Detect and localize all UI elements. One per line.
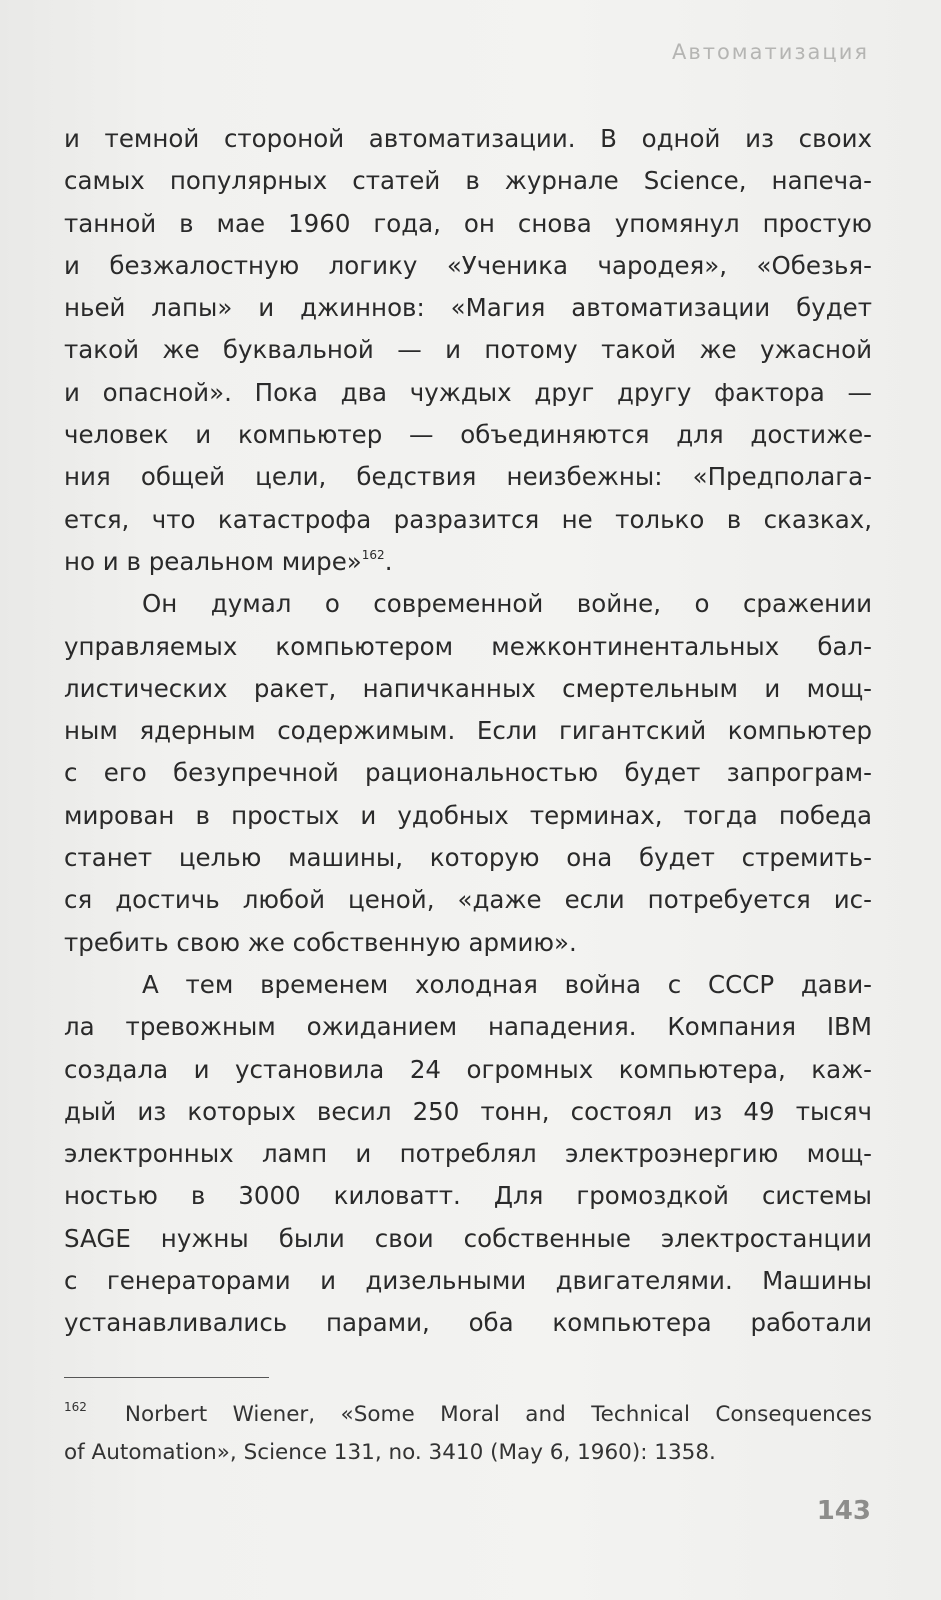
text-line: создала и установила 24 огромных компьютера, каж- — [64, 1054, 872, 1084]
text-line: но и в реальном мире» — [64, 546, 362, 576]
text-line: ния общей цели, бедствия неизбежны: «Предполага- — [64, 462, 872, 492]
text-line: и безжалостную логику «Ученика чародея», «Обезья- — [64, 250, 872, 280]
text-line: SAGE нужны были свои собственные электростанции — [64, 1223, 872, 1253]
footnote-number: 162 — [64, 1400, 87, 1414]
footnote-reference[interactable]: 162 — [361, 547, 385, 562]
text-line-with-footnote — [64, 541, 872, 583]
text-line: дый из которых весил 250 тонн, состоял из 49 тысяч — [64, 1096, 872, 1126]
footnote-divider — [64, 1377, 269, 1378]
text-line: листических ракет, напичканных смертельным и мощ- — [64, 673, 872, 703]
page-number: 143 — [816, 1496, 871, 1526]
text-line: и темной стороной автоматизации. В одной из своих — [64, 124, 872, 153]
paragraph-start-line: А тем временем холодная война с СССР дави- — [142, 969, 872, 999]
text-line: мирован в простых и удобных терминах, тогда победа — [64, 800, 872, 830]
text-line: ностью в 3000 киловатт. Для громоздкой системы — [64, 1181, 872, 1211]
text-line: с его безупречной рациональностью будет запрограм- — [64, 758, 872, 788]
text-line: станет целью машины, которую она будет стремить- — [64, 843, 872, 873]
text-line: управляемых компьютером межконтинентальных бал- — [64, 631, 872, 661]
text-line: ется, что катастрофа разразится не только в сказках, — [64, 504, 872, 534]
text-line: ньей лапы» и джиннов: «Магия автоматизации будет — [64, 293, 872, 323]
text-line: устанавливались парами, оба компьютера работали — [64, 1308, 872, 1338]
text-line: электронных ламп и потреблял электроэнергию мощ- — [64, 1139, 872, 1169]
paragraph-start-line: Он думал о современной войне, о сражении — [142, 589, 872, 619]
text-line: ся достичь любой ценой, «даже если потребуется ис- — [64, 885, 872, 915]
footnote-line — [64, 1396, 872, 1434]
text-line: требить свою же собственную армию». — [64, 927, 577, 957]
footnote-line: of Automation», Science 131, no. 3410 (May 6, 1960): 1358. — [64, 1440, 716, 1465]
running-head: Автоматизация — [671, 40, 869, 64]
period: . — [384, 546, 393, 576]
body-text — [64, 118, 872, 1345]
text-line: ным ядерным содержимым. Если гигантский компьютер — [64, 716, 872, 746]
footnote-text: Norbert Wiener, «Some Moral and Technical Consequences — [124, 1402, 872, 1427]
text-line: танной в мае 1960 года, он снова упомянул простую — [64, 208, 872, 238]
text-line: самых популярных статей в журнале Science, напеча- — [64, 166, 872, 196]
text-line: и опасной». Пока два чуждых друг другу фактора — — [64, 377, 872, 407]
text-line: человек и компьютер — объединяются для достиже- — [64, 420, 872, 450]
text-line: с генераторами и дизельными двигателями. Машины — [64, 1266, 872, 1296]
text-line: такой же буквальной — и потому такой же ужасной — [64, 335, 872, 365]
footnote — [64, 1396, 872, 1472]
text-line: ла тревожным ожиданием нападения. Компания IBM — [64, 1012, 872, 1042]
